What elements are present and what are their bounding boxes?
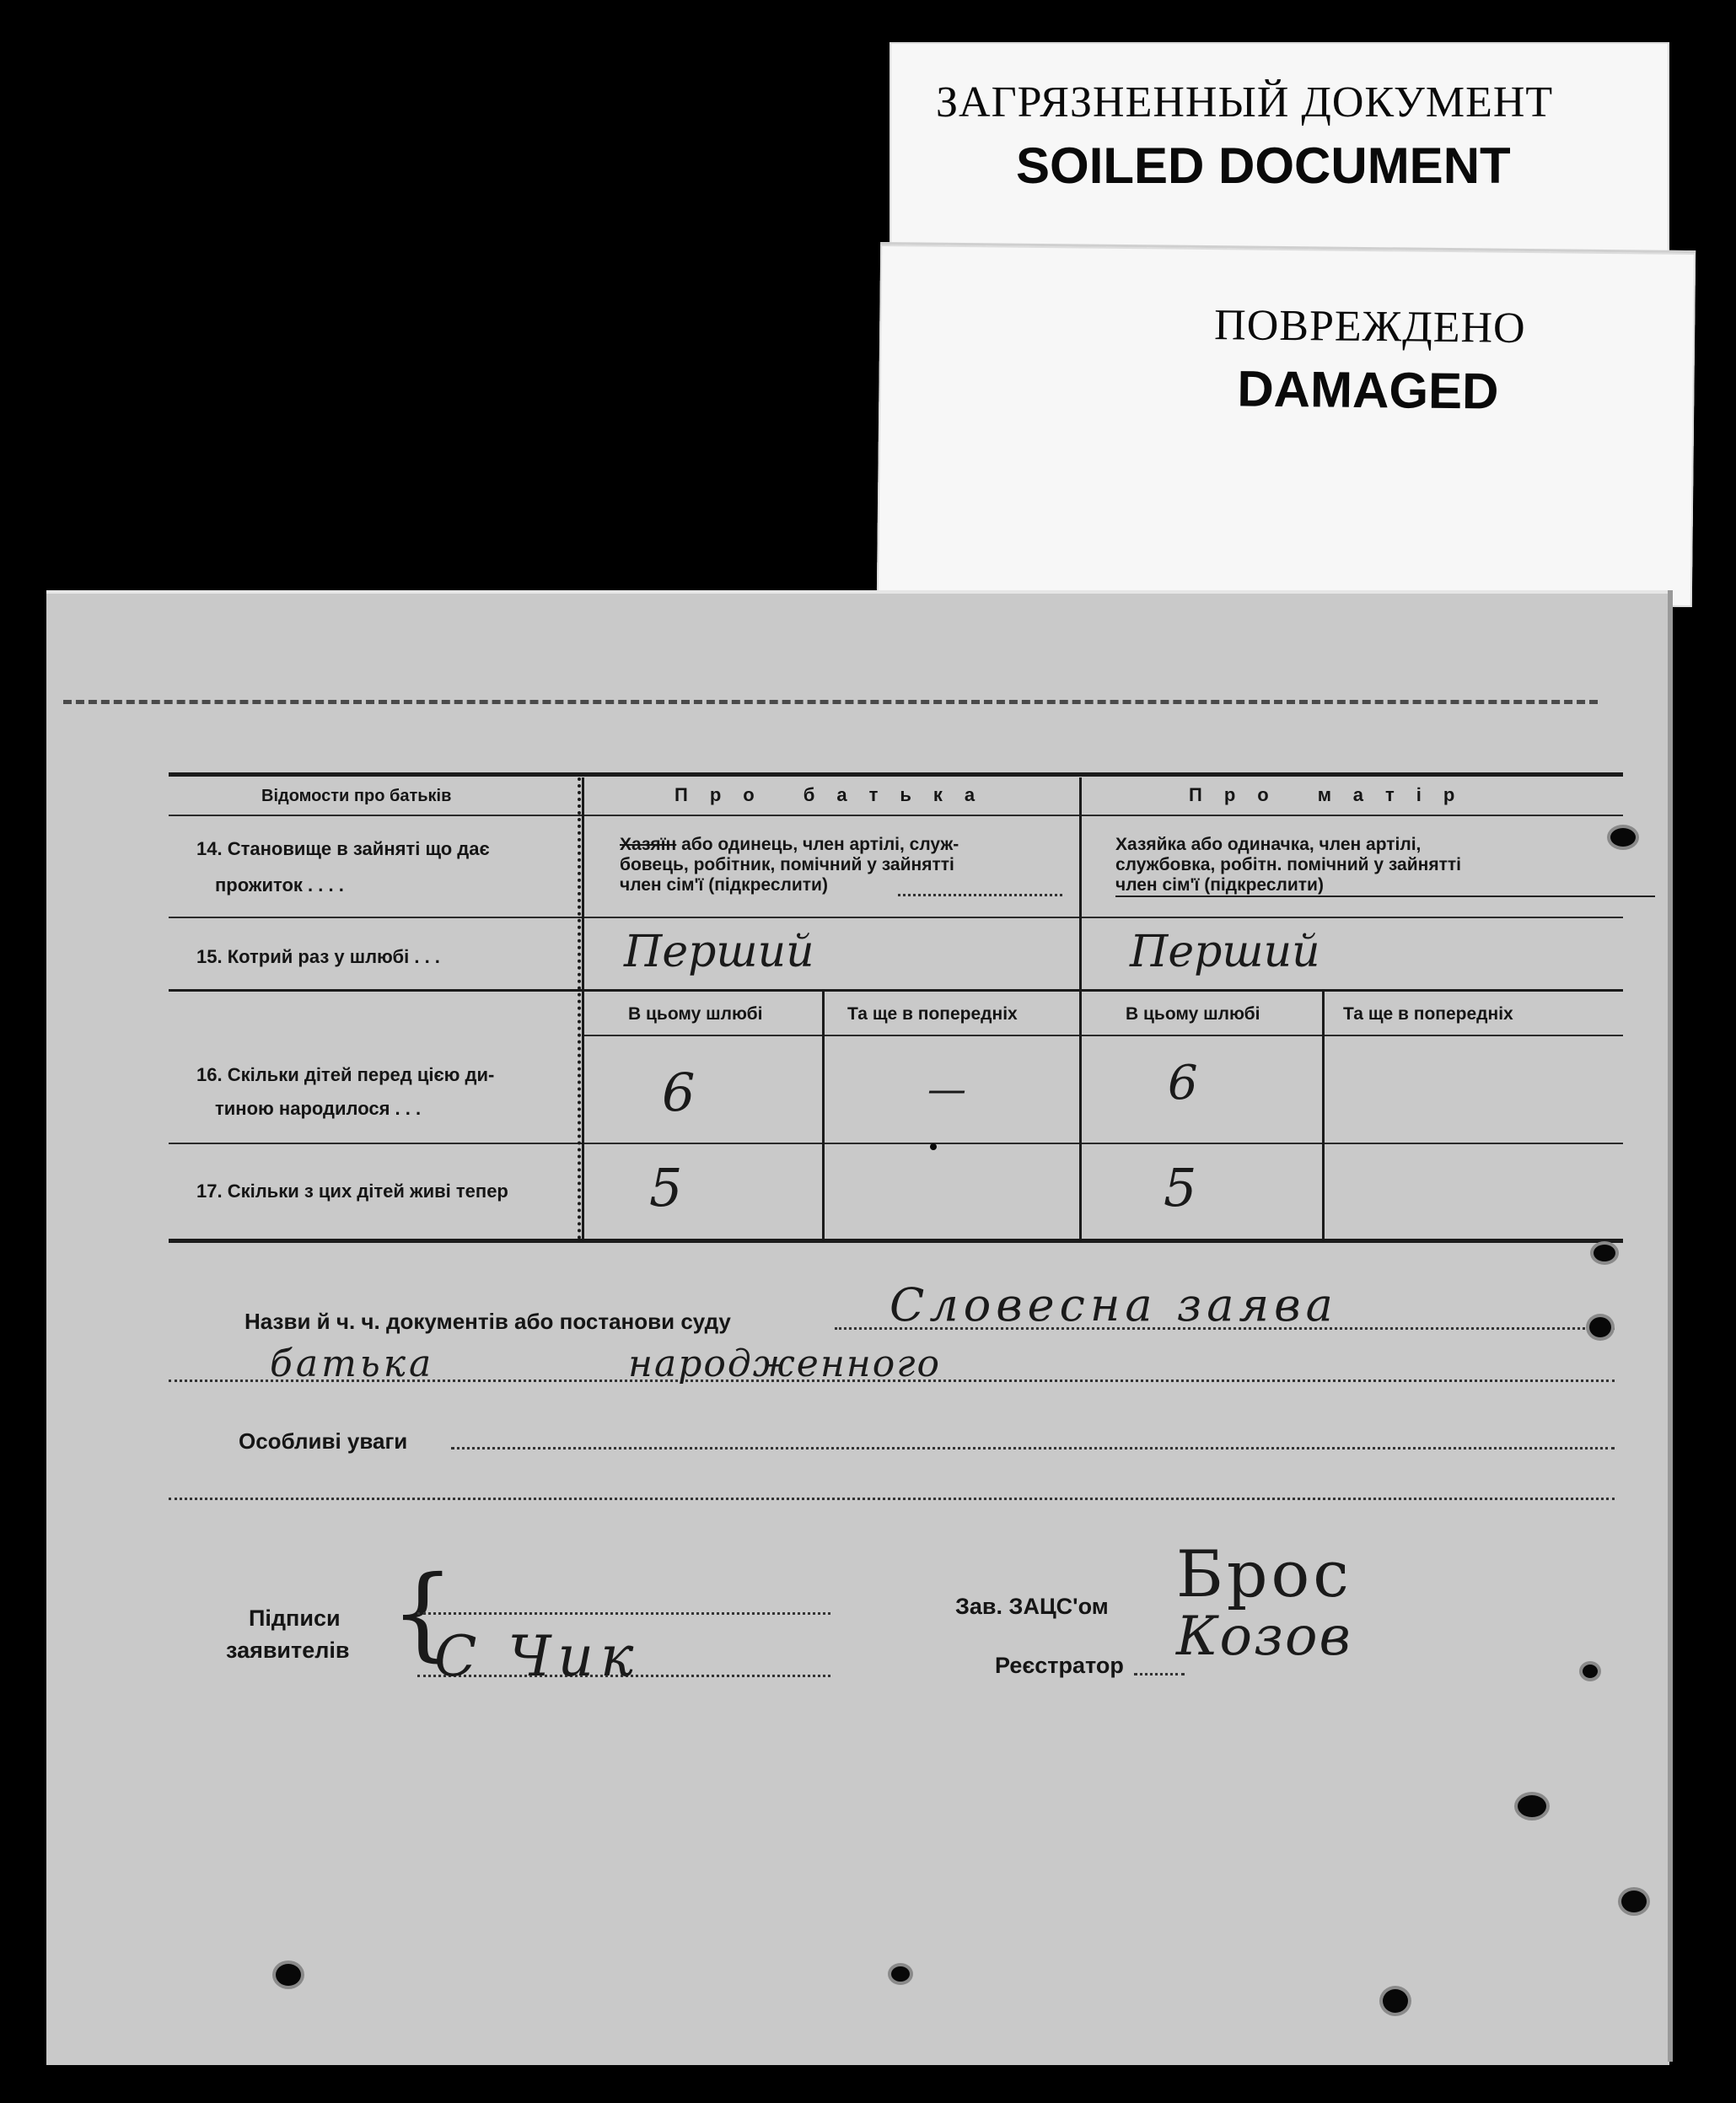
ink-spot [930, 1143, 937, 1150]
mother-children-alive: 5 [1164, 1157, 1197, 1218]
father-children-alive: 5 [649, 1157, 683, 1218]
applicants-label-1: Підписи [249, 1605, 341, 1631]
form-sheet [46, 590, 1669, 2065]
applicants-brace: { [390, 1555, 455, 1672]
documents-label: Назви й ч. ч. документів або постанови суду [245, 1309, 731, 1334]
row16-label-line1: 16. Скільки дітей перед цією ди- [196, 1064, 495, 1085]
subheader-mother-prev: Та ще в попередніх [1343, 1004, 1513, 1024]
row17-label: 17. Скільки з цих дітей живі тепер [196, 1181, 508, 1202]
applicant-signature: С Чик [434, 1624, 641, 1689]
registrar-label: Реєстратор [995, 1653, 1124, 1678]
father-marriage-count: Перший [624, 927, 814, 977]
documents-value-line2b: народженного [628, 1342, 941, 1385]
mother-occupation-line1: Хазяйка або одиначка, член артілі, [1115, 835, 1422, 854]
head-of-registry-signature: Брос [1176, 1536, 1352, 1611]
subheader-mother-this: В цьому шлюбі [1126, 1004, 1260, 1024]
subheader-father-prev: Та ще в попередніх [847, 1004, 1018, 1024]
father-occupation-struck: Хазяїн [620, 835, 677, 854]
subheader-father-this: В цьому шлюбі [628, 1004, 763, 1024]
mother-occupation-line2: службовка, робітн. помічний у зайнятті [1115, 855, 1461, 874]
damaged-label-ru: ПОВРЕЖДЕНО [1213, 301, 1526, 352]
punch-hole [1589, 1317, 1611, 1337]
paper-edge [1668, 590, 1673, 2062]
punch-hole [1621, 1891, 1647, 1912]
row14-label-line2: прожиток . . . . [215, 874, 344, 896]
damaged-label-en: DAMAGED [1237, 360, 1499, 420]
mother-occupation-line3: член сім'ї (підкреслити) [1115, 875, 1324, 895]
registrar-signature: Козов [1176, 1605, 1352, 1668]
father-occupation-line1: або одинець, член артілі, служ- [676, 835, 959, 854]
father-occupation-line2: бовець, робітник, помічний у зайнятті [620, 855, 954, 874]
mother-marriage-count: Перший [1130, 927, 1320, 977]
table-bottom-rule [169, 1239, 1623, 1243]
row16-label-line2: тиною народилося . . . [215, 1098, 422, 1119]
punch-hole [1610, 828, 1636, 847]
father-occupation-line3: член сім'ї (підкреслити) [620, 875, 828, 895]
header-parents-info: Відомости про батьків [261, 787, 452, 805]
applicants-label-2: заявителів [226, 1638, 350, 1663]
remarks-label: Особливі уваги [239, 1428, 408, 1454]
punch-hole [1594, 1245, 1615, 1261]
father-children-prev: — [927, 1066, 966, 1111]
soiled-label-en: SOILED DOCUMENT [1016, 137, 1511, 194]
header-father: Про батька [675, 784, 997, 805]
row15-label: 15. Котрий раз у шлюбі . . . [196, 946, 440, 967]
table-top-rule [169, 772, 1623, 777]
head-of-registry-label: Зав. ЗАЦС'ом [955, 1594, 1109, 1619]
punch-hole [1518, 1795, 1546, 1817]
punch-hole [1583, 1665, 1598, 1678]
mother-children-born: 6 [1168, 1056, 1198, 1111]
punch-hole [1383, 1989, 1408, 2013]
tear-line [63, 700, 1598, 704]
header-mother: Про матір [1189, 784, 1477, 805]
punch-hole [891, 1966, 910, 1982]
row14-label-line1: 14. Становище в зайняті що дає [196, 838, 490, 859]
damaged-document-label [877, 242, 1696, 607]
punch-hole [276, 1964, 301, 1986]
documents-value-line1: Словесна заява [889, 1278, 1338, 1331]
documents-value-line2a: батька [270, 1342, 435, 1385]
father-children-born: 6 [662, 1062, 696, 1123]
soiled-label-ru: ЗАГРЯЗНЕННЫЙ ДОКУМЕНТ [936, 78, 1554, 126]
